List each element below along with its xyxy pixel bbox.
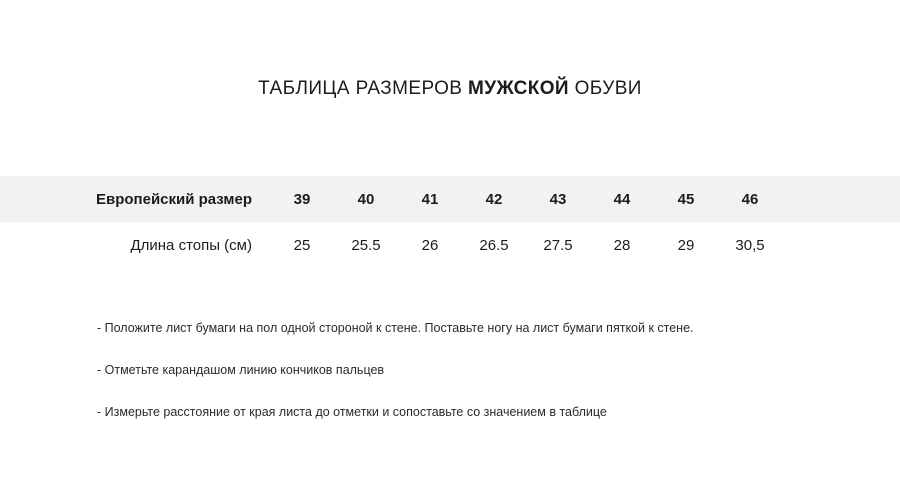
size-table — [0, 176, 900, 268]
row-label-eu-size: Европейский размер — [95, 190, 252, 208]
foot-length-cell: 27.5 — [543, 236, 573, 254]
table-row-eu-size — [0, 176, 900, 222]
eu-size-cell: 43 — [549, 190, 567, 208]
measurement-instructions — [97, 320, 837, 420]
foot-length-cell: 29 — [677, 236, 695, 254]
page-title — [0, 78, 900, 100]
instruction-line: - Измерьте расстояние от края листа до отметки и сопоставьте со значением в таблице — [97, 405, 607, 419]
eu-size-cell: 46 — [741, 190, 759, 208]
size-table-container — [0, 176, 900, 268]
foot-length-cell: 26 — [421, 236, 439, 254]
eu-size-cell: 41 — [421, 190, 439, 208]
table-spacer-cell — [782, 176, 900, 222]
table-spacer-cell — [782, 222, 900, 268]
table-row-foot-length — [0, 222, 900, 268]
eu-size-cell: 40 — [357, 190, 375, 208]
instruction-line: - Положите лист бумаги на пол одной стороной к стене. Поставьте ногу на лист бумаги пяткой к стене. — [97, 321, 694, 335]
eu-size-cell: 39 — [293, 190, 311, 208]
foot-length-cell: 25 — [293, 236, 311, 254]
eu-size-cell: 42 — [485, 190, 503, 208]
page-title-suffix: ОБУВИ — [568, 78, 642, 99]
instruction-line: - Отметьте карандашом линию кончиков пальцев — [97, 363, 385, 377]
eu-size-cell: 45 — [677, 190, 695, 208]
foot-length-cell: 30,5 — [735, 236, 765, 254]
foot-length-cell: 26.5 — [479, 236, 509, 254]
eu-size-cell: 44 — [613, 190, 631, 208]
row-label-foot-length: Длина стопы (см) — [130, 236, 252, 254]
page-title-emphasis: МУЖСКОЙ — [468, 78, 569, 99]
page-title-prefix: ТАБЛИЦА РАЗМЕРОВ — [258, 78, 469, 99]
foot-length-cell: 25.5 — [351, 236, 381, 254]
foot-length-cell: 28 — [613, 236, 631, 254]
